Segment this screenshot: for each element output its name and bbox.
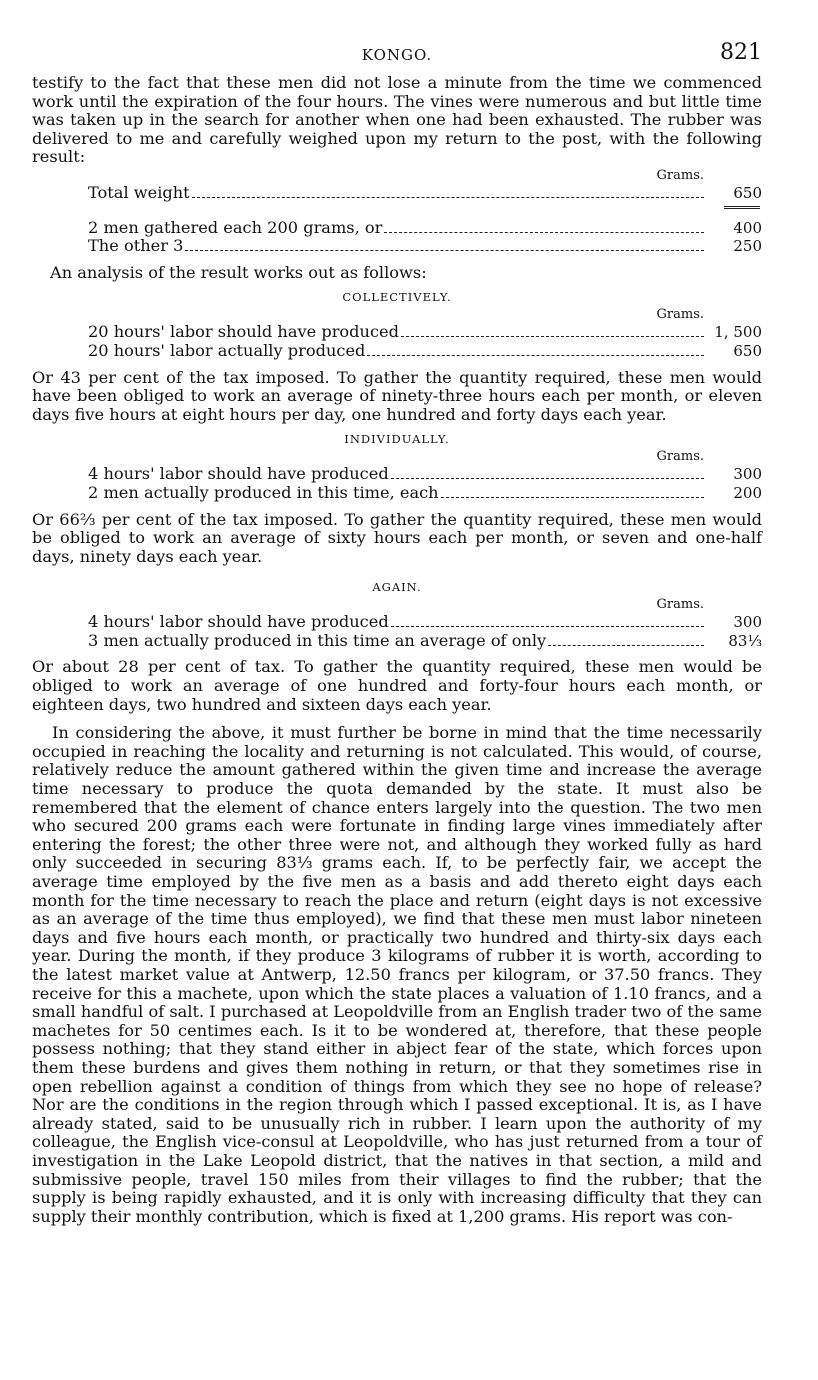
leader-dots [391, 478, 704, 479]
leader-row [88, 632, 762, 651]
row-label: Total weight [88, 182, 190, 202]
row-value: 650 [733, 341, 762, 360]
row-label: 20 hours' labor actually produced [88, 340, 366, 360]
leader-row [88, 613, 762, 632]
leader-row-total [88, 184, 762, 203]
leader-dots [391, 626, 704, 627]
paragraph-collectively: Or 43 per cent of the tax imposed. To gather the quantity required, these men would have been obliged to work an average of ninety-three hours each per month, or eleven days five hours at eight hours per day, one hundred and forty days each year. [32, 367, 762, 424]
row-label: 3 men actually produced in this time an average of only [88, 630, 547, 650]
leader-row [88, 342, 762, 361]
row-value: 1, 500 [714, 323, 762, 342]
leader-dots [384, 232, 704, 233]
row-value: 200 [733, 483, 762, 502]
document-page [32, 40, 762, 1226]
row-value: 400 [733, 218, 762, 237]
section-heading-again: AGAIN. [372, 580, 422, 595]
paragraph-individually: Or 66⅔ per cent of the tax imposed. To gather the quantity required, these men would be obliged to work an average of sixty hours each per month, or seven and one-half days, ninety days each year. [32, 509, 762, 566]
running-head: KONGO. [361, 46, 433, 64]
row-label: 4 hours' labor should have produced [88, 464, 389, 484]
leader-row [88, 219, 762, 238]
row-label: 2 men actually produced in this time, each [88, 482, 439, 502]
unit-label-grams: Grams. [656, 307, 704, 323]
row-label: 4 hours' labor should have produced [88, 612, 389, 632]
leader-row [88, 237, 762, 256]
unit-label-grams: Grams. [656, 449, 704, 465]
row-label: 20 hours' labor should have produced [88, 322, 399, 342]
analysis-intro: An analysis of the result works out as follows: [50, 262, 427, 282]
section-heading-individually: INDIVIDUALLY. [344, 432, 450, 447]
row-value: 83⅓ [728, 631, 762, 650]
leader-row [88, 323, 762, 342]
page-header [32, 40, 762, 74]
row-label: The other 3 [88, 236, 184, 256]
section-heading-collectively: COLLECTIVELY. [342, 290, 452, 305]
paragraph-intro: testify to the fact that these men did not lose a minute from the time we commenced work until the expiration of the four hours. The vines were numerous and but little time was taken up in the search for another when one had been exhausted. The rubber was delivered to me and carefully weighed upon my return to the post, with the following result: [32, 73, 762, 167]
leader-dots [192, 197, 704, 198]
leader-row [88, 465, 762, 484]
unit-label-grams: Grams. [656, 597, 704, 613]
leader-dots [441, 497, 704, 498]
row-value: 650 [733, 183, 762, 202]
row-value: 250 [733, 237, 762, 256]
page-number: 821 [720, 40, 762, 65]
row-label: 2 men gathered each 200 grams, or [88, 217, 383, 237]
leader-dots [185, 250, 704, 251]
paragraph-again: Or about 28 per cent of tax. To gather the quantity required, these men would be obliged to work an average of one hundred and forty-four hours each month, or eighteen days, two hundred and sixteen days each year. [32, 657, 762, 714]
leader-dots [548, 645, 704, 646]
unit-label-grams: Grams. [656, 167, 704, 183]
leader-dots [367, 355, 704, 356]
leader-dots [401, 336, 704, 337]
double-rule [724, 206, 760, 209]
leader-row [88, 484, 762, 503]
paragraph-considering: In considering the above, it must further be borne in mind that the time necessarily occupied in reaching the locality and returning is not calculated. This would, of course, relatively reduce the amount gathered within the given time and increase the average time necessary to produce the quota demanded by the state. It must also be remembered that the element of chance enters largely into the question. The two men who secured 200 grams each were fortunate in finding large vines immediately after entering the forest; the other three were not, and although they worked fully as hard only succeeded in securing 83⅓ grams each. If, to be perfectly fair, we accept the average time employed by the five men as a basis and add thereto eight days each month for the time necessary to reach the place and return (eight days is not excessive as an average of the time thus employed), we find that these men must labor nineteen days and five hours each month, or practically two hundred and thirty-six days each year. During the month, if they produce 3 kilograms of rubber it is worth, according to the latest market value at Antwerp, 12.50 francs per kilogram, or 37.50 francs. They receive for this a machete, upon which the state places a valuation of 1.10 francs, and a small handful of salt. I purchased at Leopoldville from an English trader two of the same machetes for 50 centimes each. Is it to be wondered at, therefore, that these people possess nothing; that they stand either in abject fear of the state, which forces upon them these burdens and gives them nothing in return, or that they sometimes rise in open rebellion against a condition of things from which they see no hope of release? Nor are the conditions in the region through which I passed exceptional. It is, as I have already stated, said to be unusually rich in rubber. I learn upon the authority of my colleague, the English vice-consul at Leopoldville, who has just returned from a tour of investigation in the Lake Leopold district, that the natives in that section, a mild and submissive people, travel 150 miles from their villages to find the rubber; that the supply is being rapidly exhausted, and it is only with increasing difficulty that they can supply their monthly contribution, which is fixed at 1,200 grams. His report was con- [32, 723, 762, 1226]
row-value: 300 [733, 613, 762, 632]
row-value: 300 [733, 465, 762, 484]
